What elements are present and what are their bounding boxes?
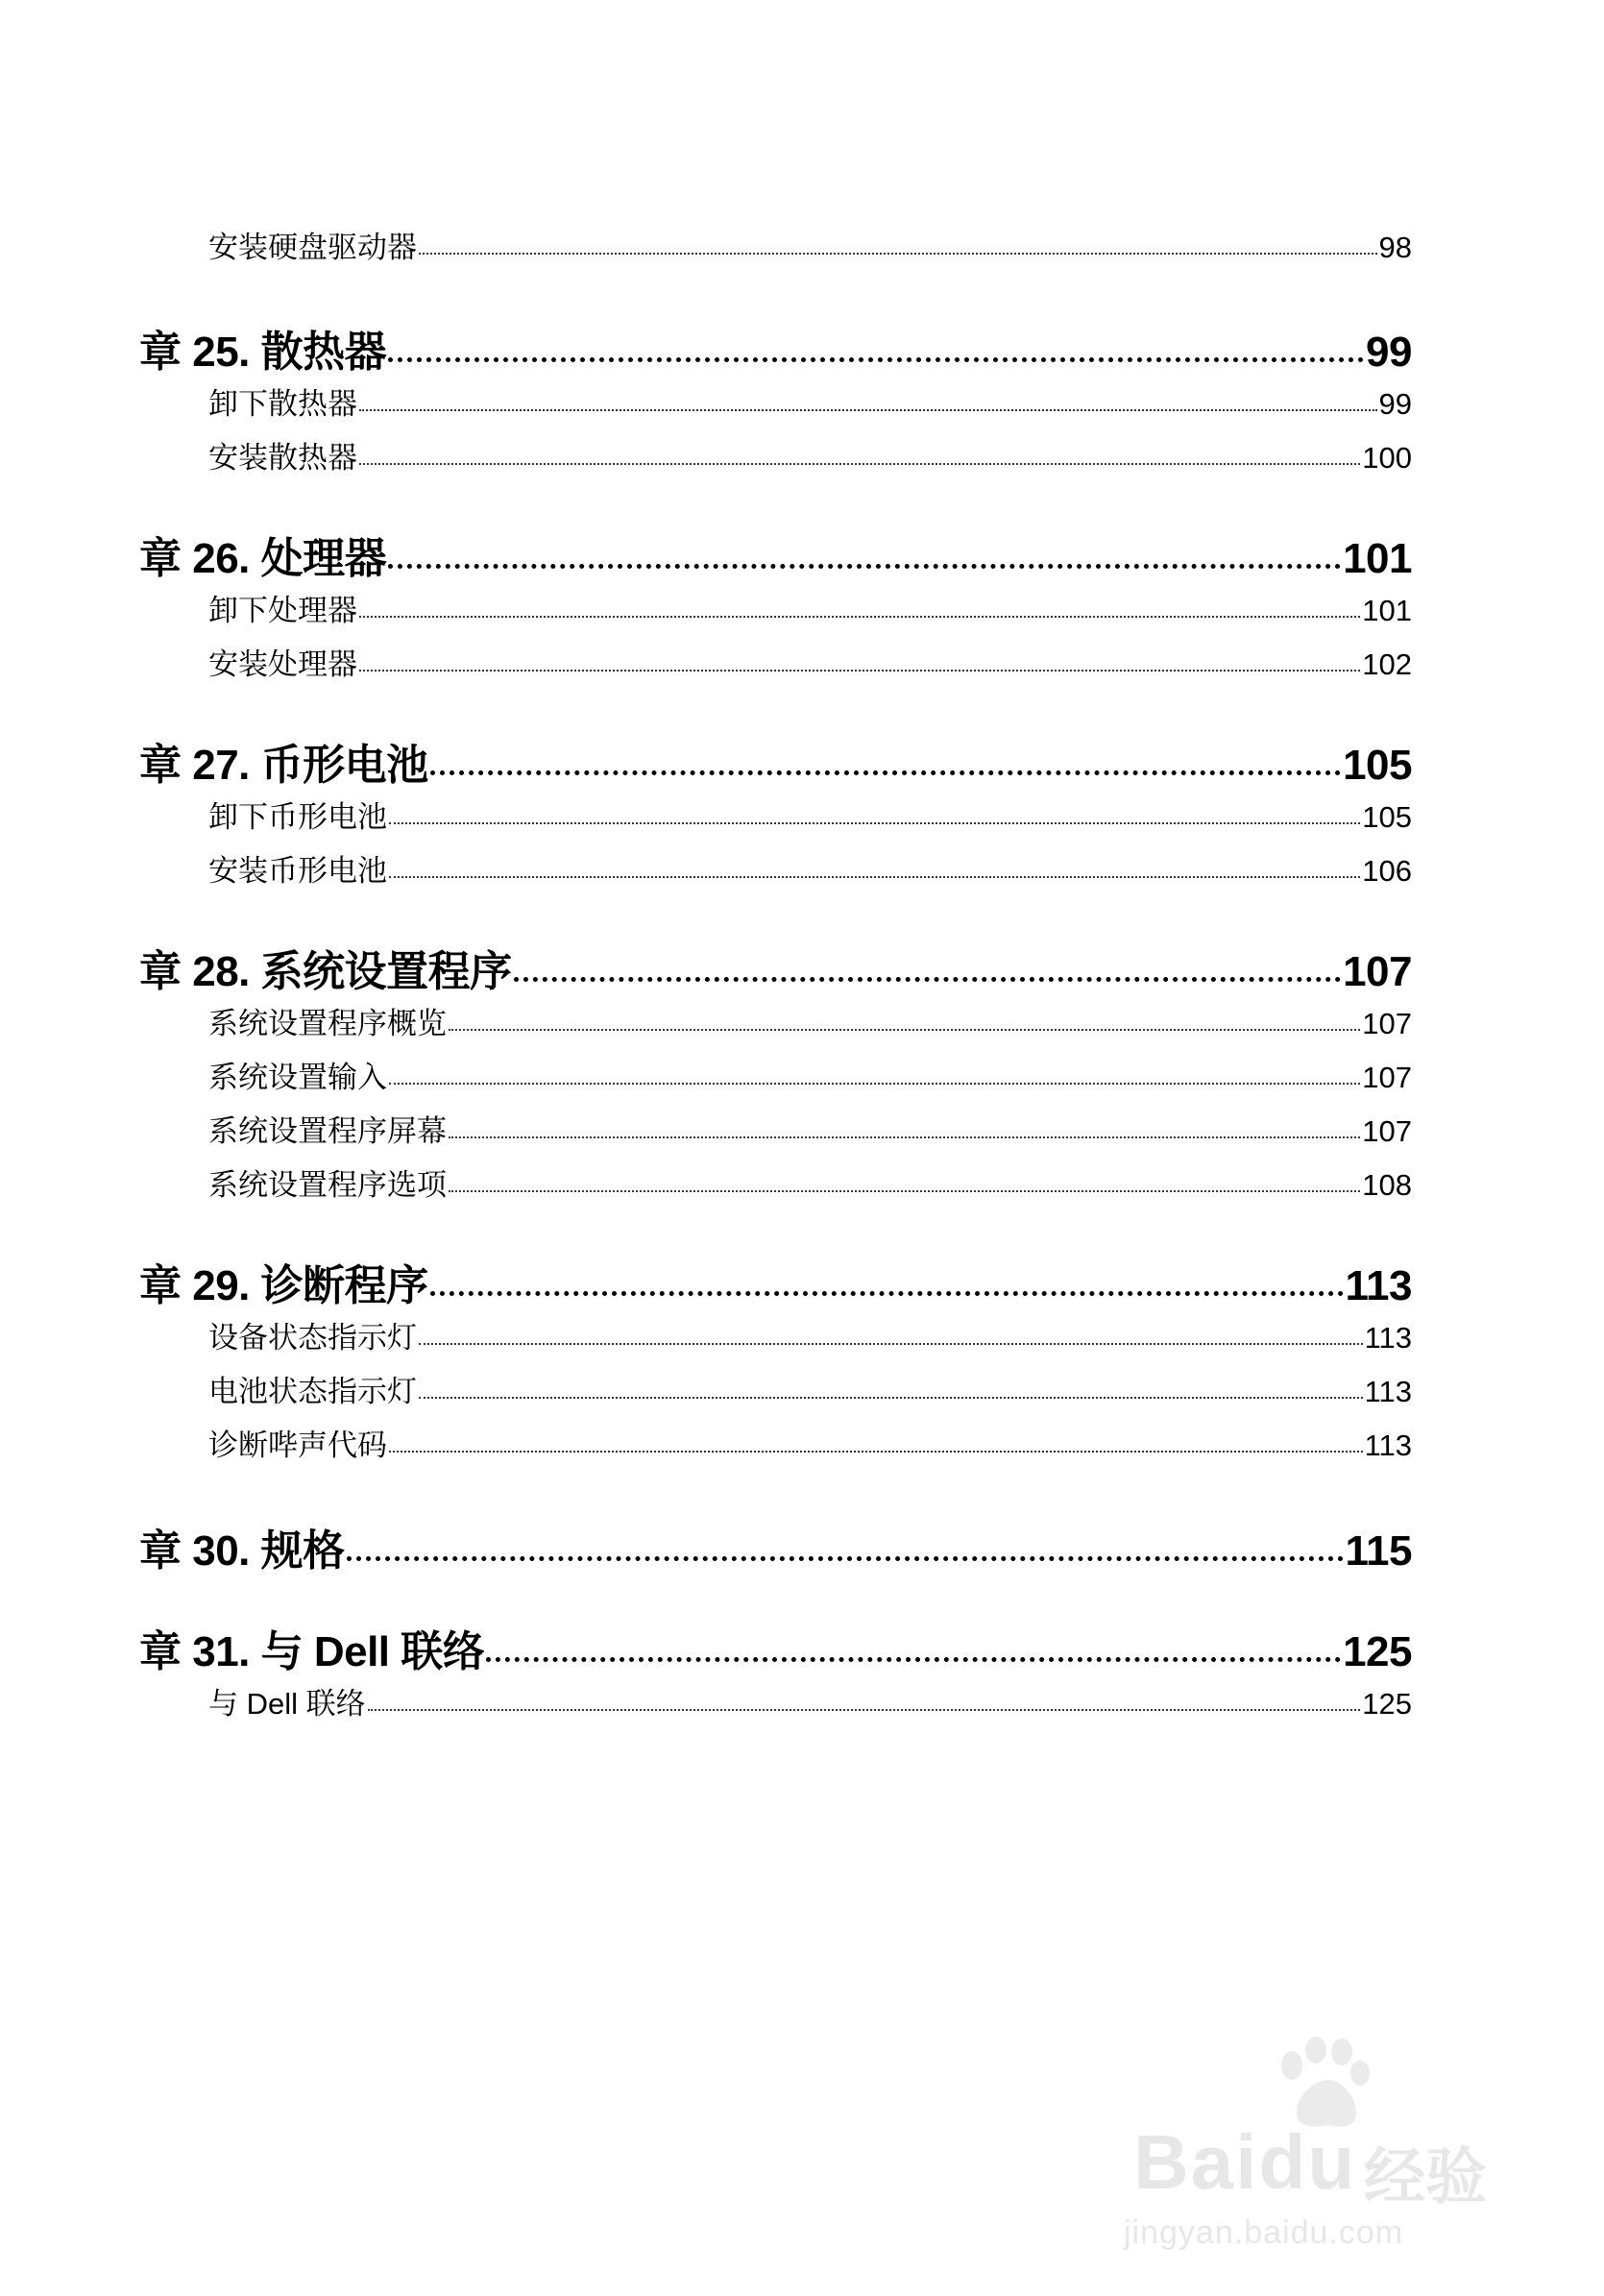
toc-entry-title: 系统设置输入 bbox=[208, 1061, 387, 1094]
toc-chapter-page: 113 bbox=[1345, 1262, 1412, 1309]
toc-entry-title: 系统设置程序概览 bbox=[208, 1007, 447, 1040]
toc-entry-page: 113 bbox=[1364, 1375, 1412, 1408]
toc-entry-page: 113 bbox=[1364, 1429, 1412, 1462]
toc-entry[interactable] bbox=[208, 1679, 1412, 1722]
dot-leader bbox=[419, 1397, 1363, 1399]
toc-entry-title: 诊断哔声代码 bbox=[208, 1429, 387, 1462]
toc-chapter[interactable] bbox=[139, 1251, 1412, 1312]
toc-chapter[interactable] bbox=[139, 1516, 1412, 1577]
toc-entry[interactable] bbox=[208, 999, 1412, 1042]
toc-entry-title: 卸下处理器 bbox=[208, 594, 357, 627]
toc-entry-title: 卸下散热器 bbox=[208, 387, 357, 421]
toc-chapter-page: 115 bbox=[1345, 1527, 1412, 1575]
toc-entry[interactable] bbox=[208, 640, 1412, 683]
toc-entry[interactable] bbox=[208, 1107, 1412, 1150]
toc-chapter-page: 107 bbox=[1343, 948, 1412, 995]
toc-entry-page: 101 bbox=[1362, 594, 1412, 627]
dot-leader bbox=[486, 1657, 1341, 1662]
toc-entry-page: 102 bbox=[1362, 647, 1412, 681]
dot-leader bbox=[430, 1291, 1344, 1296]
dot-leader bbox=[388, 564, 1341, 569]
toc-entry-title: 设备状态指示灯 bbox=[208, 1321, 417, 1355]
dot-leader bbox=[389, 1451, 1363, 1453]
toc-entry-page: 107 bbox=[1362, 1007, 1412, 1040]
toc-chapter[interactable] bbox=[139, 317, 1412, 379]
toc-chapter[interactable] bbox=[139, 524, 1412, 585]
dot-leader bbox=[359, 409, 1377, 411]
dot-leader bbox=[449, 1029, 1360, 1031]
dot-leader bbox=[430, 770, 1341, 775]
toc-entry-page: 98 bbox=[1378, 231, 1412, 264]
toc-entry-title: 卸下币形电池 bbox=[208, 800, 387, 834]
toc-entry-title: 安装币形电池 bbox=[208, 854, 387, 888]
dot-leader bbox=[419, 253, 1377, 255]
watermark-url: jingyan.baidu.com bbox=[1124, 2214, 1404, 2251]
toc-entry[interactable] bbox=[208, 846, 1412, 890]
toc-entry-title: 安装散热器 bbox=[208, 441, 357, 475]
dot-leader bbox=[389, 822, 1360, 824]
toc-chapter-title: 章 25. 散热器 bbox=[139, 329, 387, 376]
toc-entry-page: 125 bbox=[1362, 1687, 1412, 1721]
dot-leader bbox=[419, 1343, 1363, 1345]
toc-entry-page: 106 bbox=[1362, 854, 1412, 888]
toc-entry-title: 系统设置程序选项 bbox=[208, 1168, 447, 1202]
toc-chapter-page: 99 bbox=[1366, 329, 1412, 376]
toc-entry[interactable] bbox=[208, 1367, 1412, 1410]
toc-chapter-page: 101 bbox=[1343, 535, 1412, 582]
toc-entry[interactable] bbox=[208, 1053, 1412, 1096]
toc-entry-page: 99 bbox=[1378, 387, 1412, 421]
toc-entry-title: 安装硬盘驱动器 bbox=[208, 231, 417, 264]
toc-entry[interactable] bbox=[208, 1421, 1412, 1464]
toc-entry-title: 与 Dell 联络 bbox=[208, 1687, 366, 1721]
dot-leader bbox=[368, 1709, 1361, 1711]
toc-chapter-title: 章 29. 诊断程序 bbox=[139, 1262, 428, 1309]
dot-leader bbox=[449, 1136, 1360, 1138]
toc-chapter-title: 章 28. 系统设置程序 bbox=[139, 948, 512, 995]
watermark-label: 经验 bbox=[1364, 2142, 1487, 2211]
toc-chapter-page: 105 bbox=[1343, 742, 1412, 789]
baidu-jingyan-watermark bbox=[1114, 2037, 1518, 2258]
toc-chapter-title: 章 30. 规格 bbox=[139, 1527, 345, 1575]
toc-entry-title: 电池状态指示灯 bbox=[208, 1375, 417, 1408]
toc-entry[interactable] bbox=[208, 1313, 1412, 1356]
dot-leader bbox=[449, 1190, 1360, 1192]
toc-entry-title: 系统设置程序屏幕 bbox=[208, 1114, 447, 1148]
toc-entry[interactable] bbox=[208, 586, 1412, 629]
dot-leader bbox=[359, 670, 1360, 672]
toc-entry-page: 105 bbox=[1362, 800, 1412, 834]
toc-chapter-page: 125 bbox=[1343, 1628, 1412, 1675]
toc-chapter-title: 章 27. 币形电池 bbox=[139, 742, 428, 789]
toc-entry[interactable] bbox=[208, 1160, 1412, 1204]
toc-chapter-title: 章 31. 与 Dell 联络 bbox=[139, 1628, 485, 1675]
toc-entry-page: 108 bbox=[1362, 1168, 1412, 1202]
dot-leader bbox=[359, 616, 1360, 618]
toc-entry[interactable] bbox=[208, 223, 1412, 266]
toc-entry-title: 安装处理器 bbox=[208, 647, 357, 681]
dot-leader bbox=[514, 977, 1341, 982]
toc-entry-page: 107 bbox=[1362, 1061, 1412, 1094]
dot-leader bbox=[389, 1083, 1360, 1085]
toc-entry-page: 113 bbox=[1364, 1321, 1412, 1355]
toc-entry-page: 107 bbox=[1362, 1114, 1412, 1148]
toc-entry[interactable] bbox=[208, 379, 1412, 423]
dot-leader bbox=[388, 357, 1364, 362]
watermark-logo: Baidu bbox=[1133, 2119, 1357, 2205]
toc-entry-page: 100 bbox=[1362, 441, 1412, 475]
toc-chapter-title: 章 26. 处理器 bbox=[139, 535, 387, 582]
toc-chapter[interactable] bbox=[139, 1617, 1412, 1678]
toc-entry[interactable] bbox=[208, 433, 1412, 476]
toc-chapter[interactable] bbox=[139, 937, 1412, 998]
dot-leader bbox=[347, 1556, 1344, 1561]
dot-leader bbox=[359, 463, 1360, 465]
toc-entry[interactable] bbox=[208, 793, 1412, 836]
dot-leader bbox=[389, 876, 1360, 878]
toc-chapter[interactable] bbox=[139, 730, 1412, 792]
